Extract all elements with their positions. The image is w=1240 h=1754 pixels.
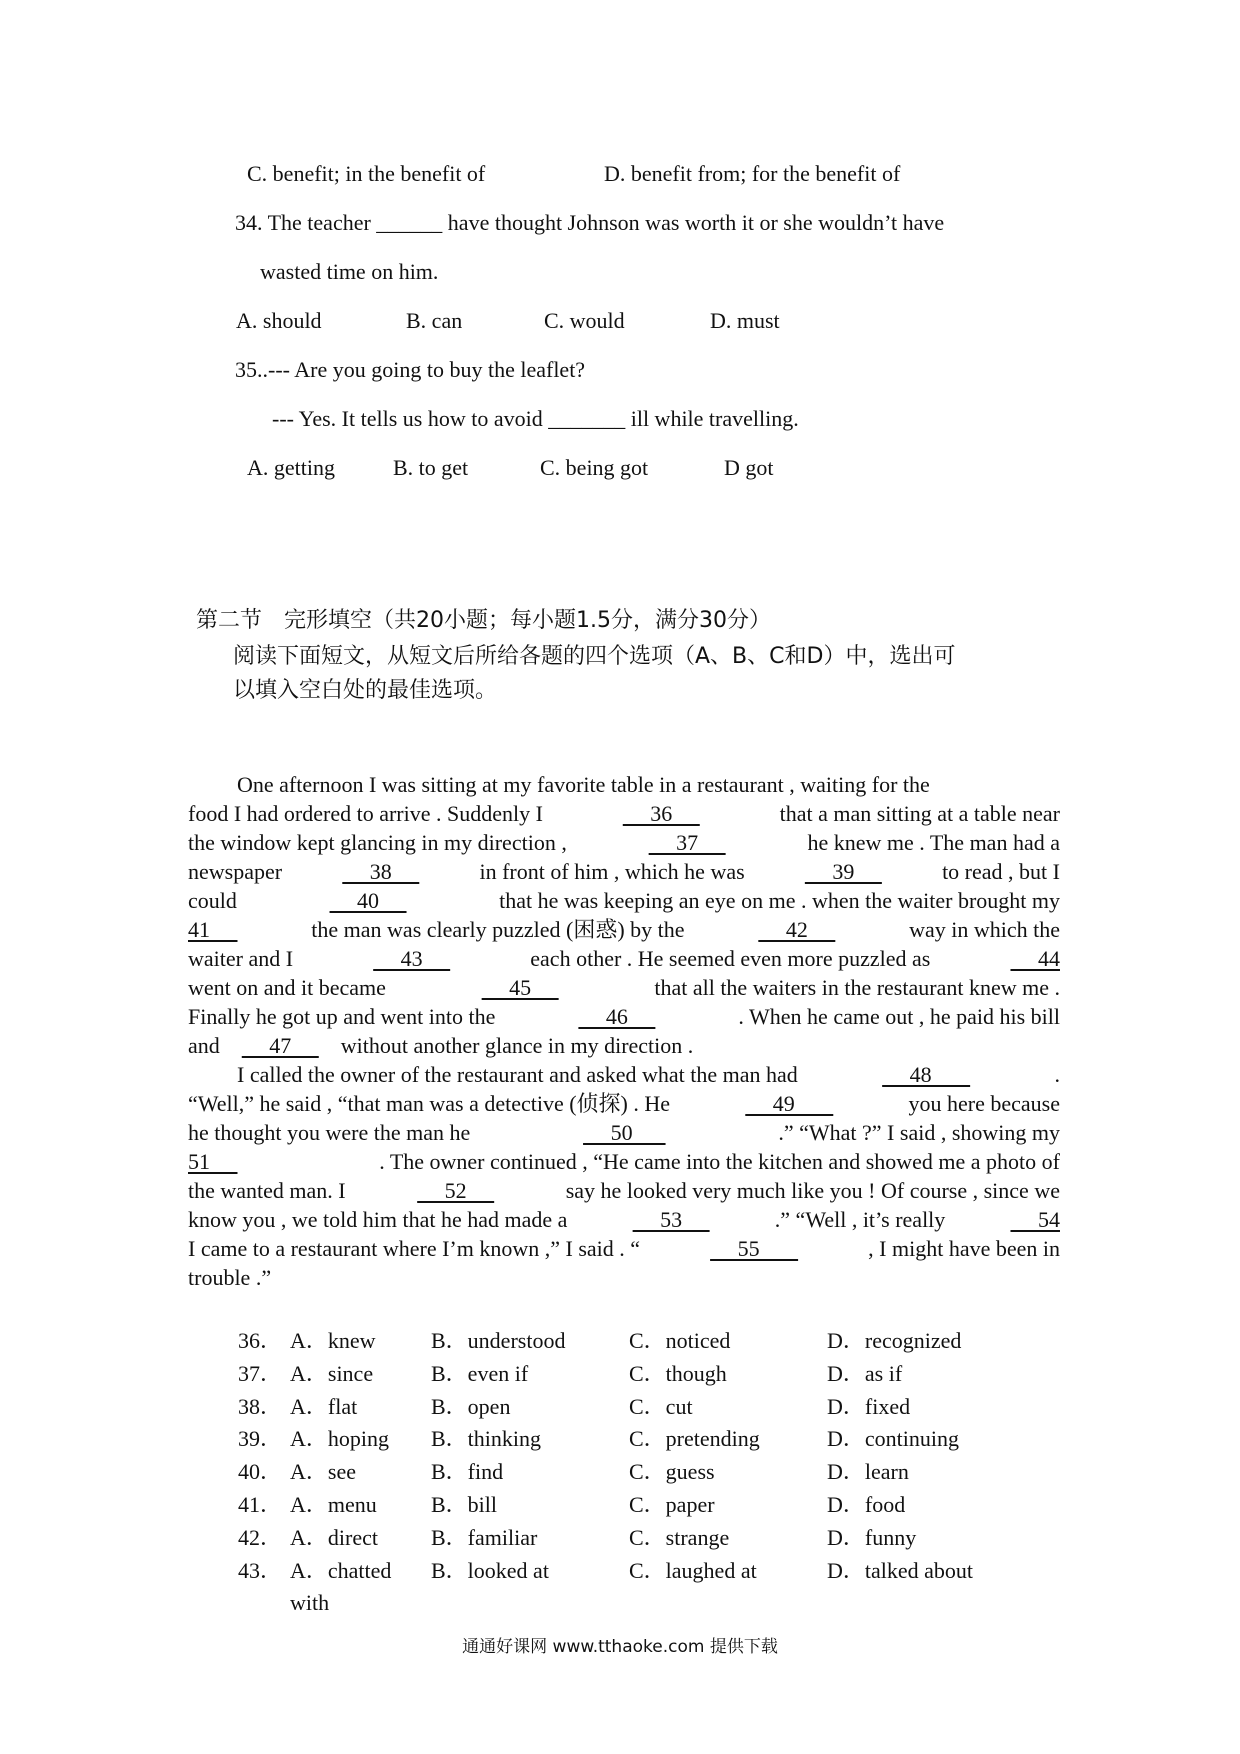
blank-36: 36 [622, 801, 700, 826]
passage-text: say he looked very much like you ! Of course , since we [565, 1178, 1060, 1203]
blank-41: 41 [188, 917, 238, 942]
cloze-passage [188, 770, 1060, 1292]
option-b: B．thinking [431, 1426, 542, 1452]
passage-text: the window kept glancing in my direction , [188, 830, 567, 855]
option-c: C．noticed [629, 1328, 731, 1353]
question-number: 43． [238, 1557, 283, 1583]
blank-47: 47 [241, 1033, 319, 1058]
question-number: 38． [238, 1393, 283, 1419]
passage-line [188, 828, 1060, 857]
passage-line [188, 857, 1060, 886]
option-c: C．pretending [629, 1426, 760, 1452]
passage-line [188, 1263, 1060, 1292]
question-number: 36． [238, 1328, 283, 1353]
passage-line [188, 799, 1060, 828]
passage-line [188, 1118, 1060, 1147]
passage-line [188, 1089, 1060, 1118]
passage-text: and [188, 1033, 220, 1058]
passage-text: waiter and I [188, 946, 294, 971]
option-d: D．funny [827, 1524, 917, 1550]
option-a: A．chatted with [290, 1557, 392, 1616]
passage-line [188, 1147, 1060, 1176]
passage-text: the wanted man. I [188, 1178, 346, 1203]
q34-option-d: D. must [710, 308, 780, 333]
passage-text: went on and it became [188, 975, 386, 1000]
passage-text: the man was clearly puzzled (困惑) by the [311, 917, 685, 942]
passage-line [188, 1002, 1060, 1031]
passage-text: he knew me . The man had a [807, 830, 1060, 855]
passage-line [188, 1234, 1060, 1263]
option-a: A．direct [290, 1524, 378, 1550]
passage-text: to read , but I [942, 859, 1060, 884]
option-row-43 [238, 1555, 1007, 1616]
option-d: D．food [827, 1491, 906, 1517]
blank-51: 51 [188, 1149, 238, 1174]
option-a: A．hoping [290, 1426, 390, 1452]
blank-38: 38 [342, 859, 420, 884]
passage-text: “Well,” he said , “that man was a detective (侦探) . He [188, 1091, 671, 1116]
passage-text: .” “What ?” I said , showing my [778, 1120, 1060, 1145]
passage-text: that all the waiters in the restaurant knew me . [654, 975, 1060, 1000]
blank-44: 44 [1010, 946, 1060, 971]
q35-option-d: D got [724, 455, 774, 480]
option-row-41 [238, 1489, 1007, 1522]
option-a: A．see [290, 1459, 356, 1485]
q34-option-c: C. would [544, 308, 625, 333]
blank-50: 50 [583, 1120, 666, 1145]
q35-option-a: A. getting [247, 455, 335, 480]
blank-48: 48 [882, 1062, 971, 1087]
option-row-40 [238, 1456, 1007, 1489]
passage-line [188, 915, 1060, 944]
option-b: B．understood [431, 1328, 566, 1353]
passage-text: trouble .” [188, 1265, 272, 1290]
q34-stem-line1: 34. The teacher ______ have thought Johnson was worth it or she wouldn’t have [235, 210, 945, 235]
option-c: C．cut [629, 1393, 693, 1419]
passage-text: in front of him , which he was [479, 859, 745, 884]
passage-text: know you , we told him that he had made a [188, 1207, 568, 1232]
option-b: B．familiar [431, 1524, 538, 1550]
option-a: A．flat [290, 1393, 358, 1419]
q34-option-b: B. can [406, 308, 463, 333]
passage-text: One afternoon I was sitting at my favorite table in a restaurant , waiting for the [237, 772, 930, 797]
blank-55: 55 [710, 1236, 799, 1261]
q35-stem-line1: 35..--- Are you going to buy the leaflet? [235, 357, 586, 382]
passage-text: way in which the [909, 917, 1060, 942]
question-number: 37． [238, 1360, 283, 1386]
passage-line [188, 1031, 1060, 1060]
passage-text: that he was keeping an eye on me . when the waiter brought my [499, 888, 1060, 913]
q34-stem-line2: wasted time on him. [260, 259, 439, 284]
option-d: D．recognized [827, 1328, 962, 1353]
option-row-42 [238, 1522, 1007, 1555]
option-c: C．though [629, 1360, 727, 1386]
page-footer: 通通好课网 www.tthaoke.com 提供下载 [462, 1637, 778, 1657]
option-row-38 [238, 1391, 1007, 1424]
passage-text: . When he came out , he paid his bill [738, 1004, 1060, 1029]
option-d: D．continuing [827, 1426, 959, 1452]
passage-line [188, 973, 1060, 1002]
option-row-37 [238, 1358, 1007, 1391]
option-b: B．find [431, 1459, 504, 1485]
blank-54: 54 [1010, 1207, 1060, 1232]
blank-49: 49 [745, 1091, 834, 1116]
blank-42: 42 [758, 917, 836, 942]
passage-line [188, 944, 1060, 973]
q33-option-c: C. benefit; in the benefit of [247, 161, 486, 186]
passage-text: could [188, 888, 237, 913]
blank-39: 39 [804, 859, 882, 884]
passage-text: each other . He seemed even more puzzled as [530, 946, 931, 971]
passage-line [188, 770, 1060, 799]
option-d: D．as if [827, 1360, 903, 1386]
option-row-36 [238, 1325, 1007, 1358]
option-a: A．since [290, 1360, 374, 1386]
question-number: 42． [238, 1524, 283, 1550]
passage-text: newspaper [188, 859, 283, 884]
passage-text: without another glance in my direction . [340, 1033, 694, 1058]
passage-line [188, 1060, 1060, 1089]
q35-option-c: C. being got [540, 455, 649, 480]
option-a: A．menu [290, 1491, 377, 1517]
passage-text: . The owner continued , “He came into the kitchen and showed me a photo of [379, 1149, 1060, 1174]
passage-text: that a man sitting at a table near [779, 801, 1060, 826]
option-c: C．laughed at [629, 1557, 757, 1583]
passage-line [188, 1205, 1060, 1234]
option-row-39 [238, 1423, 1007, 1456]
passage-line [188, 1176, 1060, 1205]
passage-text: , I might have been in [868, 1236, 1060, 1261]
blank-43: 43 [373, 946, 451, 971]
passage-text: I came to a restaurant where I’m known ,” I said . “ [188, 1236, 641, 1261]
section-instruction-line2: 以填入空白处的最佳选项。 [233, 678, 498, 703]
option-d: D．learn [827, 1459, 909, 1485]
passage-text: you here because [908, 1091, 1060, 1116]
blank-53: 53 [632, 1207, 710, 1232]
passage-text: I called the owner of the restaurant and asked what the man had [237, 1062, 798, 1087]
question-number: 39． [238, 1426, 283, 1452]
blank-46: 46 [578, 1004, 656, 1029]
q35-stem-line2: --- Yes. It tells us how to avoid _______ ill while travelling. [272, 406, 799, 431]
cloze-options-table [238, 1325, 1007, 1616]
option-b: B．bill [431, 1491, 498, 1517]
q33-option-d: D. benefit from; for the benefit of [604, 161, 901, 186]
passage-text: Finally he got up and went into the [188, 1004, 496, 1029]
option-d: D．talked about [827, 1557, 974, 1583]
question-number: 40． [238, 1459, 283, 1485]
passage-text: food I had ordered to arrive . Suddenly I [188, 801, 543, 826]
question-number: 41． [238, 1491, 283, 1517]
passage-text: .” “Well , it’s really [774, 1207, 946, 1232]
section-instruction-line1: 阅读下面短文，从短文后所给各题的四个选项（A、B、C和D）中，选出可 [233, 644, 956, 669]
q35-option-b: B. to get [393, 455, 469, 480]
blank-45: 45 [481, 975, 559, 1000]
blank-40: 40 [329, 888, 407, 913]
q34-option-a: A. should [236, 308, 322, 333]
option-b: B．even if [431, 1360, 529, 1386]
section-heading: 第二节 完形填空（共20小题；每小题1.5分，满分30分） [196, 608, 771, 633]
passage-text: . [1054, 1062, 1060, 1087]
option-c: C．strange [629, 1524, 730, 1550]
option-c: C．guess [629, 1459, 715, 1485]
option-a: A．knew [290, 1328, 376, 1353]
option-c: C．paper [629, 1491, 715, 1517]
blank-52: 52 [417, 1178, 495, 1203]
option-b: B．looked at [431, 1557, 549, 1583]
option-d: D．fixed [827, 1393, 911, 1419]
passage-text: he thought you were the man he [188, 1120, 471, 1145]
passage-line [188, 886, 1060, 915]
option-b: B．open [431, 1393, 511, 1419]
blank-37: 37 [648, 830, 726, 855]
